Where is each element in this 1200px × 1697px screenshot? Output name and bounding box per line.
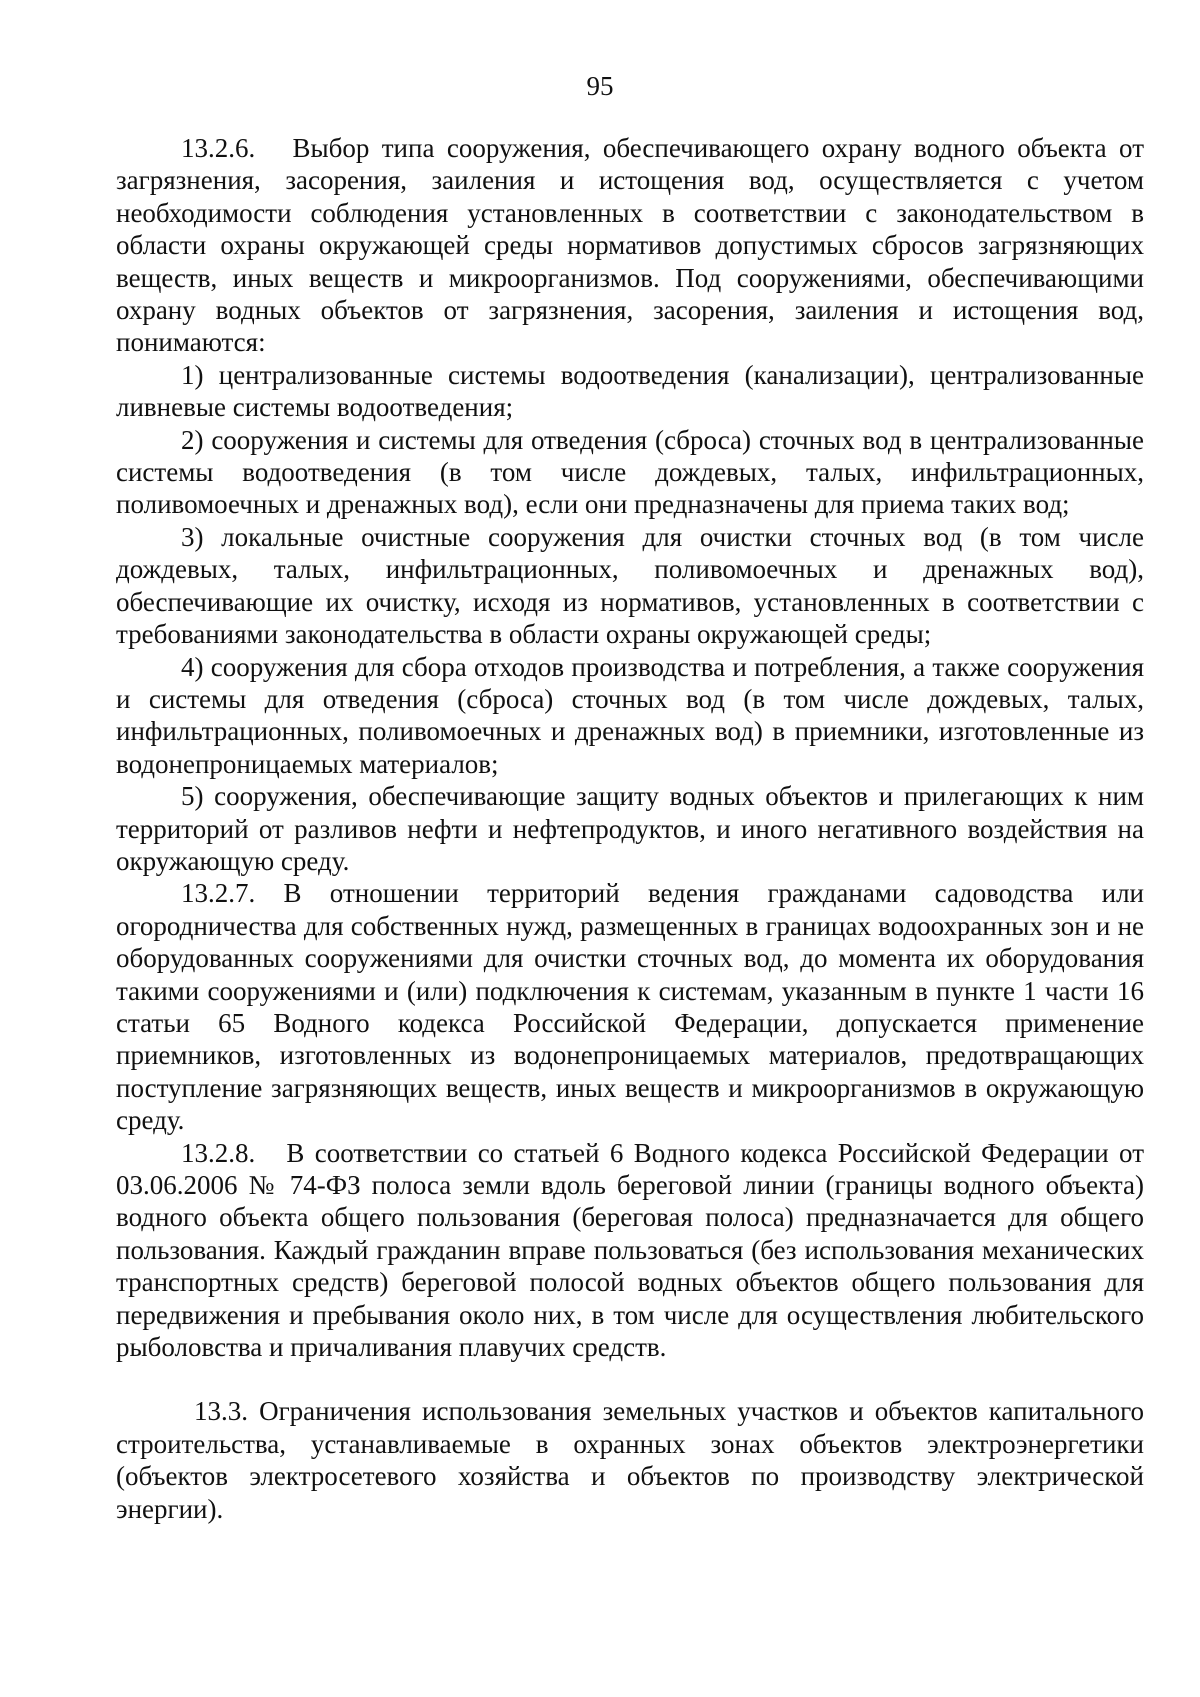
list-item-5 bbox=[116, 780, 1144, 877]
paragraph-13-2-8 bbox=[116, 1137, 1144, 1364]
list-item-number: 4) bbox=[181, 651, 204, 682]
list-item-text: сооружения для сбора отходов производства и потребления, а также сооружения и системы для отведения (сброса) сточных вод (в том числе дождевых, талых, инфильтрационных, поливомоечных и дренажных вод) в приемники, изготовленные из водонепроницаемых материалов; bbox=[116, 651, 1144, 779]
list-item-3 bbox=[116, 521, 1144, 651]
paragraph-text: В отношении территорий ведения гражданами садоводства или огородничества для собственных нужд, размещенных в границах водоохранных зон и не оборудованных сооружениями для очистки сточных вод, до момента их оборудования такими сооружениями и (или) подключения к системам, указанным в пункте 1 части 16 статьи 65 Водного кодекса Российской Федерации, допускается применение приемников, изготовленных из водонепроницаемых материалов, предотвращающих поступление загрязняющих веществ, иных веществ и микроорганизмов в окружающую среду. bbox=[116, 878, 1144, 1136]
list-item-number: 1) bbox=[181, 359, 204, 390]
paragraph-13-2-7 bbox=[116, 877, 1144, 1136]
list-item-text: локальные очистные сооружения для очистки сточных вод (в том числе дождевых, талых, инфильтрационных, поливомоечных и дренажных вод), обеспечивающие их очистку, исходя из нормативов, установленных в соответствии с требованиями законодательства в области охраны окружающей среды; bbox=[116, 521, 1144, 650]
paragraph-text: Выбор типа сооружения, обеспечивающего охрану водного объекта от загрязнения, засорения, заиления и истощения вод, осуществляется с учетом необходимости соблюдения установленных в соответствии с законодательством в области охраны окружающей среды нормативов допустимых сбросов загрязняющих веществ, иных веществ и микроорганизмов. Под сооружениями, обеспечивающими охрану водных объектов от загрязнения, засорения, заиления и истощения вод, понимаются: bbox=[116, 133, 1144, 358]
section-heading-text: Ограничения использования земельных участков и объектов капитального строительства, устанавливаемые в охранных зонах объектов электроэнергетики (объектов электросетевого хозяйства и объектов по производству электрической энергии). bbox=[116, 1396, 1145, 1524]
paragraph-13-2-6 bbox=[116, 132, 1144, 359]
paragraph-text: В соответствии со статьей 6 Водного кодекса Российской Федерации от 03.06.2006 № 74-ФЗ полоса земли вдоль береговой линии (границы водного объекта) водного объекта общего пользования (береговая полоса) предназначается для общего пользования. Каждый гражданин вправе пользоваться (без использования механических транспортных средств) береговой полосой водных объектов общего пользования для передвижения и пребывания около них, в том числе для осуществления любительского рыболовства и причаливания плавучих средств. bbox=[116, 1137, 1144, 1363]
section-heading-13-3 bbox=[116, 1395, 1144, 1525]
section-number: 13.3. bbox=[194, 1396, 248, 1427]
paragraph-number: 13.2.7. bbox=[181, 878, 256, 909]
list-item-text: сооружения, обеспечивающие защиту водных объектов и прилегающих к ним территорий от разливов нефти и нефтепродуктов, и иного негативного воздействия на окружающую среду. bbox=[116, 781, 1145, 876]
list-item-number: 3) bbox=[181, 521, 204, 552]
list-item-text: централизованные системы водоотведения (канализации), централизованные ливневые системы водоотведения; bbox=[116, 359, 1145, 423]
paragraph-number: 13.2.8. bbox=[181, 1137, 256, 1168]
document-body bbox=[116, 132, 1144, 1525]
list-item-1 bbox=[116, 359, 1144, 424]
list-item-number: 2) bbox=[181, 424, 204, 455]
list-item-number: 5) bbox=[181, 781, 204, 812]
page-number: 95 bbox=[586, 71, 614, 101]
list-item-2 bbox=[116, 424, 1144, 521]
list-item-text: сооружения и системы для отведения (сброса) сточных вод в централизованные системы водоотведения (в том числе дождевых, талых, инфильтрационных, поливомоечных и дренажных вод), если они предназначены для приема таких вод; bbox=[116, 424, 1145, 520]
list-item-4 bbox=[116, 651, 1144, 781]
paragraph-number: 13.2.6. bbox=[181, 133, 256, 163]
